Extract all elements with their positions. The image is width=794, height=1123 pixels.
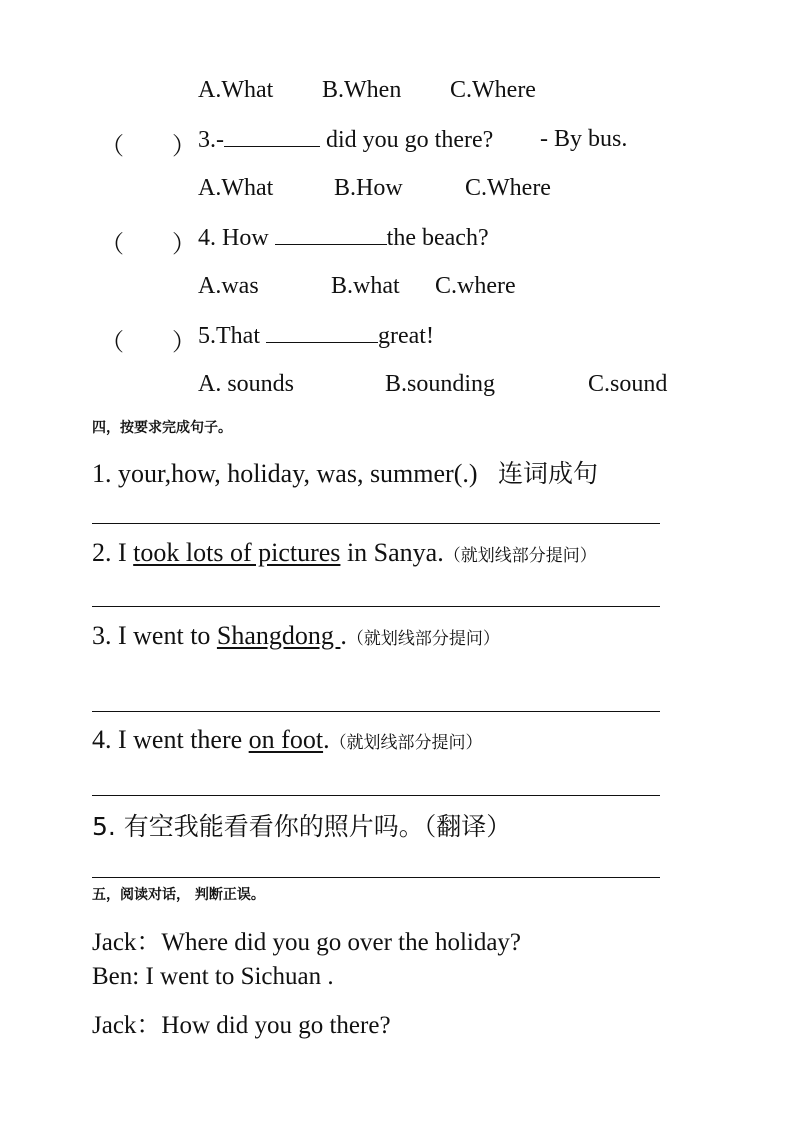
q3-question [198,126,493,154]
section-5-heading: 五，阅读对话， 判断正误。 [92,887,265,903]
q3-suffix: did you go there? [320,127,494,153]
s4-item-3 [92,621,500,651]
q2-option-a: A.What [198,77,274,103]
dialogue-line-2: Ben: I went to Sichuan . [92,963,334,990]
s4-item-2-note: （就划线部分提问） [443,546,597,566]
q5-answer-paren[interactable]: （ ） [100,330,196,356]
q4-blank[interactable] [275,224,387,245]
s4-item-1 [92,454,598,490]
q5-option-b: B.sounding [385,371,496,397]
s4-item-3-pre: 3. I went to [92,621,217,650]
dialogue-line-1: Jack：Where did you go over the holiday? [92,929,522,956]
q5-prefix: 5.That [198,323,266,349]
s4-item-4 [92,725,483,755]
s4-item-2 [92,538,597,568]
q3-blank[interactable] [224,126,320,147]
q2-option-b: B.When [322,77,402,103]
s4-item-1-note: 连词成句 [498,459,599,488]
q5-suffix: great! [377,323,434,349]
q5-blank[interactable] [266,322,378,343]
s4-item-2-underlined: took lots of pictures [133,538,341,567]
q4-question [198,224,489,252]
q4-prefix: 4. How [198,225,275,251]
s4-item-1-text: 1. your,how, holiday, was, summer(.) [92,459,478,488]
q5-question [198,322,434,350]
answer-line-4[interactable] [92,795,660,796]
q2-option-c: C.Where [450,77,536,103]
q3-response: - By bus. [540,126,628,152]
answer-line-2[interactable] [92,606,660,607]
s4-item-3-post: . [340,621,347,650]
section-4-heading: 四，按要求完成句子。 [92,420,232,436]
q5-option-a: A. sounds [198,371,295,397]
s4-item-4-pre: 4. I went there [92,725,249,754]
s4-item-4-post: . [323,725,330,754]
q3-answer-paren[interactable]: （ ） [100,134,196,160]
s4-item-5: 5. 有空我能看看你的照片吗。（翻译） [92,812,512,841]
s4-item-3-note: （就划线部分提问） [346,629,500,649]
q4-answer-paren[interactable]: （ ） [100,232,196,258]
q4-suffix: the beach? [386,225,489,251]
s4-item-3-underlined: Shangdong [216,621,341,650]
answer-line-3[interactable] [92,711,660,712]
s4-item-2-pre: 2. I [92,538,134,567]
dialogue-line-3: Jack：How did you go there? [92,1012,391,1039]
q4-option-a: A.was [198,273,259,299]
answer-line-5[interactable] [92,877,660,878]
q3-option-b: B.How [334,175,403,201]
q3-option-c: C.Where [465,175,551,201]
q4-option-b: B.what [331,273,400,299]
s4-item-4-note: （就划线部分提问） [329,733,483,753]
s4-item-4-underlined: on foot [248,725,324,754]
q4-option-c: C.where [435,273,516,299]
q3-prefix: 3.- [198,127,224,153]
q3-option-a: A.What [198,175,274,201]
s4-item-2-post: in Sanya. [340,538,444,567]
answer-line-1[interactable] [92,523,660,524]
q5-option-c: C.sound [588,371,668,397]
